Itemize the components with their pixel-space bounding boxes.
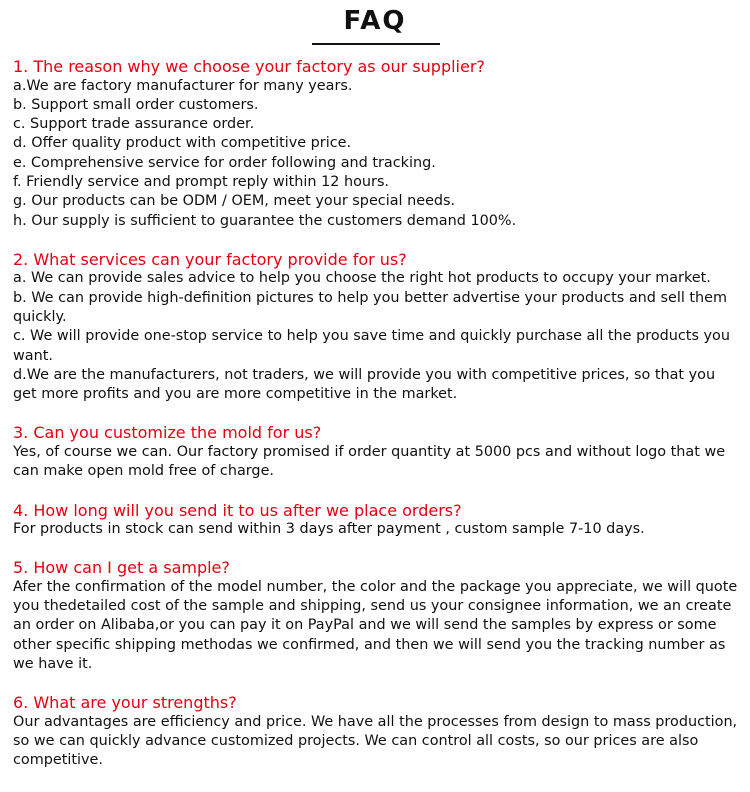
faq-answer-line: c. Support trade assurance order. (13, 116, 255, 133)
faq-answer: Afer the confirmation of the model number, the color and the package you appreciate, we will quote you thedetailed cost of the sample and shipping, send us your consignee information, we an create an order on Alibaba,or you can pay it on PayPal and we will send the samples by express or some other specific shipping methodas we confirmed, and then we will send you the tracking number as we have it. (13, 578, 738, 673)
faq-answer-line: d. Offer quality product with competitive price. (13, 135, 352, 152)
faq-answer: For products in stock can send within 3 days after payment , custom sample 7-10 days. (13, 521, 645, 538)
faq-question: 5. How can I get a sample? (13, 558, 230, 578)
faq-item-5 (13, 558, 741, 674)
faq-answer: Our advantages are efficiency and price. We have all the processes from design to mass production, so we can quickly advance customized projects. We can control all costs, so our prices are also competitive. (13, 713, 738, 769)
faq-answer-line: a.We are factory manufacturer for many years. (13, 77, 353, 94)
page-title: FAQ (343, 6, 407, 36)
faq-answer: Yes, of course we can. Our factory promised if order quantity at 5000 pcs and without logo that we can make open mold free of charge. (13, 443, 726, 480)
faq-question: 2. What services can your factory provide for us? (13, 249, 407, 269)
faq-answer-line: h. Our supply is sufficient to guarantee the customers demand 100%. (13, 212, 517, 229)
faq-answer-line: f. Friendly service and prompt reply within 12 hours. (13, 173, 390, 190)
faq-question: 6. What are your strengths? (13, 693, 237, 713)
faq-item-1 (13, 57, 741, 231)
faq-answer-line: e. Comprehensive service for order following and tracking. (13, 154, 436, 171)
faq-question: 4. How long will you send it to us after we place orders? (13, 500, 462, 520)
faq-answer-line: c. We will provide one-stop service to help you save time and quickly purchase all the products you want. (13, 328, 730, 364)
faq-item-3 (13, 423, 741, 481)
faq-answer-line: g. Our products can be ODM / OEM, meet your special needs. (13, 193, 456, 210)
faq-question: 3. Can you customize the mold for us? (13, 423, 322, 443)
faq-answer-line: a. We can provide sales advice to help you choose the right hot products to occupy your market. (13, 270, 711, 287)
faq-answer-line: b. We can provide high-definition pictures to help you better advertise your products and sell them quickly. (13, 289, 728, 325)
faq-item-2 (13, 250, 741, 405)
faq-question: 1. The reason why we choose your factory as our supplier? (13, 57, 485, 76)
faq-item-6 (13, 693, 741, 770)
faq-answer-line: d.We are the manufacturers, not traders, we will provide you with competitive prices, so that you get more profits and you are more competitive in the market. (13, 366, 716, 403)
faq-list (13, 57, 741, 790)
title-underline (312, 43, 440, 45)
faq-item-4 (13, 501, 741, 540)
faq-answer-line: b. Support small order customers. (13, 96, 259, 113)
